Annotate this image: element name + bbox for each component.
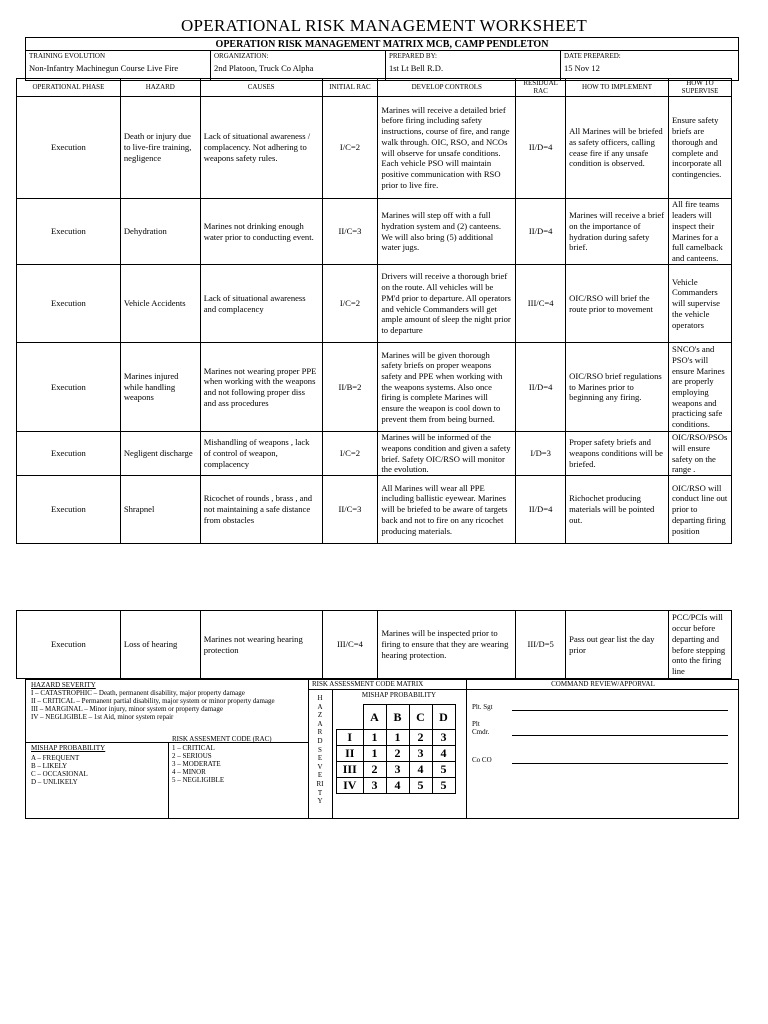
matrix-col-header: D [432,705,455,730]
review-line-label: Plt Cmdr. [472,720,490,736]
phase-cell: Execution [17,611,121,679]
controls-cell: Marines will receive a detailed brief before firing including safety instructions, course of fire, and range walk through. OIC, RSO, and NCOs will observe for unsafe conditions. Each vehicle PSO will maintain positive communication with RSO prior to live fire. [378,97,516,199]
residual-rac-cell: II/D=4 [516,476,566,544]
hazard-cell: Vehicle Accidents [120,265,200,343]
implement-cell: Richochet producing materials will be pointed out. [566,476,669,544]
rac-item: 5 – NEGLIGIBLE [172,776,225,784]
matrix-row-header: III [337,762,364,778]
rac-list [172,744,224,784]
implement-cell: Proper safety briefs and weapons conditions will be briefed. [566,432,669,476]
rac-item: 3 – MODERATE [172,760,221,768]
matrix-cell: 1 [386,730,409,746]
hazard-severity-list [31,689,303,721]
controls-cell: Marines will be informed of the weapons condition and given a safety brief. Safety OIC/RSO will monitor the evolution. [378,432,516,476]
residual-rac-cell: II/D=4 [516,199,566,265]
implement-cell: OIC/RSO will brief the route prior to movement [566,265,669,343]
initial-rac-cell: III/C=4 [322,611,378,679]
causes-cell: Lack of situational awareness / complacency. Not adhering to weapons safety rules. [200,97,322,199]
residual-rac-cell: I/D=3 [516,432,566,476]
phase-cell: Execution [17,432,121,476]
organization-label: ORGANIZATION: [214,52,269,60]
rac-matrix [336,704,456,794]
table-row [17,432,732,476]
matrix-band: OPERATION RISK MANAGEMENT MATRIX MCB, CAMP PENDLETON [26,38,739,51]
causes-cell: Marines not drinking enough water prior to conducting event. [200,199,322,265]
residual-rac-cell: II/D=4 [516,97,566,199]
hazard-severity-item: II – CRITICAL – Permanent partial disability, major system or minor property damage [31,697,275,705]
training-evolution-cell [26,51,211,81]
table-row [17,611,732,679]
hazard-cell: Dehydration [120,199,200,265]
hazard-severity-title: HAZARD SEVERITY [31,681,96,689]
table-row [17,343,732,432]
training-evolution-value: Non-Infantry Machinegun Course Live Fire [29,63,179,73]
matrix-cell: 3 [432,730,455,746]
matrix-cell: 2 [409,730,432,746]
matrix-side-label: HAZARD SEVERITY [316,694,324,806]
matrix-col-header: A [363,705,386,730]
rac-item: 1 – CRITICAL [172,744,215,752]
hazard-cell: Shrapnel [120,476,200,544]
mishap-probability-item: C – OCCASIONAL [31,770,88,778]
matrix-cell: 1 [363,730,386,746]
hazard-cell: Marines injured while handling weapons [120,343,200,432]
phase-cell: Execution [17,343,121,432]
hazard-severity-item: IV – NEGLIGIBLE – 1st Aid, minor system repair [31,713,174,721]
column-header-phase: OPERATIONAL PHASE [17,79,121,97]
training-evolution-label: TRAINING EVOLUTION [29,52,106,60]
hazard-severity-item: III – MARGINAL – Minor injury, minor system or property damage [31,705,223,713]
controls-cell: Drivers will receive a thorough brief on the route. All vehicles will be PM'd prior to departure. All operators and vehicle Commanders will get ample amount of sleep the night prior to departure [378,265,516,343]
matrix-cell: 3 [409,746,432,762]
supervise-cell: All fire teams leaders will inspect their Marines for a full camelback and canteens. [668,199,731,265]
matrix-title: RISK ASSESSMENT CODE MATRIX [312,680,424,688]
mishap-probability-list [31,754,88,786]
signature-line [512,763,728,764]
phase-cell: Execution [17,199,121,265]
causes-cell: Lack of situational awareness and complacency [200,265,322,343]
review-line-label: Co CO [472,756,492,764]
organization-cell [211,51,386,81]
matrix-cell: 4 [409,762,432,778]
prepared-by-label: PREPARED BY: [389,52,437,60]
mishap-probability-item: A – FREQUENT [31,754,80,762]
date-prepared-cell [561,51,739,81]
matrix-col-header: B [386,705,409,730]
rac-title: RISK ASSESMENT CODE (RAC) [172,735,272,743]
initial-rac-cell: II/B=2 [322,343,378,432]
initial-rac-cell: I/C=2 [322,265,378,343]
implement-cell: All Marines will be briefed as safety officers, calling cease fire if any unsafe condition is observed. [566,97,669,199]
hazard-severity-item: I – CATASTROPHIC – Death, permanent disability, major property damage [31,689,245,697]
residual-rac-cell: II/D=4 [516,343,566,432]
supervise-cell: OIC/RSO/PSOs will ensure safety on the range . [668,432,731,476]
hazard-cell: Death or injury due to live-fire training, negligence [120,97,200,199]
page-title: OPERATIONAL RISK MANAGEMENT WORKSHEET [180,16,588,35]
risk-table [16,78,732,544]
causes-cell: Marines not wearing proper PPE when working with the weapons and not following proper diss and ass procedures [200,343,322,432]
rac-item: 2 – SERIOUS [172,752,212,760]
worksheet-header [25,37,739,81]
prepared-by-cell [386,51,561,81]
matrix-cell: 2 [363,762,386,778]
matrix-cell: 2 [386,746,409,762]
implement-cell: OIC/RSO brief regulations to Marines prior to beginning any firing. [566,343,669,432]
matrix-cell: 5 [409,778,432,794]
organization-value: 2nd Platoon, Truck Co Alpha [214,63,314,73]
matrix-row-header: II [337,746,364,762]
causes-cell: Mishandling of weapons , lack of control of weapon, complacency [200,432,322,476]
column-header-causes: CAUSES [200,79,322,97]
column-header-supervise: HOW TO SUPERVISE [668,79,731,97]
table-row [17,476,732,544]
matrix-cell: 1 [363,746,386,762]
causes-cell: Ricochet of rounds , brass , and not maintaining a safe distance from obstacles [200,476,322,544]
legend-section [25,679,739,819]
initial-rac-cell: II/C=3 [322,476,378,544]
controls-cell: Marines will step off with a full hydration system and (2) canteens. We will also bring (5) additional water jugs. [378,199,516,265]
controls-cell: All Marines will wear all PPE including ballistic eyewear. Marines will be briefed to be aware of targets back and not to fire on any ricochet producing materials. [378,476,516,544]
column-header-residual-rac: RESIDUAL RAC [516,79,566,97]
table-row [17,265,732,343]
signature-line [512,735,728,736]
hazard-cell: Negligent discharge [120,432,200,476]
rac-item: 4 – MINOR [172,768,206,776]
risk-table-continued [16,610,732,679]
prepared-by-value: 1st Lt Bell R.D. [389,63,444,73]
hazard-cell: Loss of hearing [120,611,200,679]
matrix-row-header: I [337,730,364,746]
command-review-title: COMMAND REVIEW/APPORVAL [551,680,655,688]
matrix-cell: 3 [386,762,409,778]
matrix-subtitle: MISHAP PROBABILITY [361,691,437,699]
supervise-cell: OIC/RSO will conduct line out prior to departing firing position [668,476,731,544]
initial-rac-cell: I/C=2 [322,432,378,476]
supervise-cell: Ensure safety briefs are thorough and complete and incorporate all contingencies. [668,97,731,199]
implement-cell: Marines will receive a brief on the importance of hydration during safety brief. [566,199,669,265]
supervise-cell: PCC/PCIs will occur before departing and before stepping onto the firing line [668,611,731,679]
column-headers [17,79,732,97]
table-row [17,199,732,265]
review-line-label: Plt. Sgt [472,703,493,711]
residual-rac-cell: III/D=5 [516,611,566,679]
matrix-cell: 5 [432,778,455,794]
matrix-cell: 3 [363,778,386,794]
date-prepared-value: 15 Nov 12 [564,63,600,73]
causes-cell: Marines not wearing hearing protection [200,611,322,679]
column-header-implement: HOW TO IMPLEMENT [566,79,669,97]
matrix-col-header: C [409,705,432,730]
controls-cell: Marines will be inspected prior to firing to ensure that they are wearing hearing protection. [378,611,516,679]
controls-cell: Marines will be given thorough safety briefs on proper weapons safety and PPE when working with the weapons systems. Also once firing is complete Marines will ensure the weapon is cool down to prevent them from being burned. [378,343,516,432]
residual-rac-cell: III/C=4 [516,265,566,343]
phase-cell: Execution [17,265,121,343]
column-header-controls: DEVELOP CONTROLS [378,79,516,97]
implement-cell: Pass out gear list the day prior [566,611,669,679]
table-row [17,97,732,199]
mishap-probability-item: D – UNLIKELY [31,778,78,786]
initial-rac-cell: I/C=2 [322,97,378,199]
matrix-row-header: IV [337,778,364,794]
matrix-cell: 4 [432,746,455,762]
mishap-probability-title: MISHAP PROBABILITY [31,744,106,752]
supervise-cell: Vehicle Commanders will supervise the vehicle operators [668,265,731,343]
initial-rac-cell: II/C=3 [322,199,378,265]
phase-cell: Execution [17,476,121,544]
signature-line [512,710,728,711]
date-prepared-label: DATE PREPARED: [564,52,621,60]
column-header-hazard: HAZARD [120,79,200,97]
supervise-cell: SNCO's and PSO's will ensure Marines are properly employing weapons and practicing safe conditions. [668,343,731,432]
mishap-probability-item: B – LIKELY [31,762,68,770]
phase-cell: Execution [17,97,121,199]
matrix-cell: 5 [432,762,455,778]
column-header-initial-rac: INITIAL RAC [322,79,378,97]
matrix-cell: 4 [386,778,409,794]
